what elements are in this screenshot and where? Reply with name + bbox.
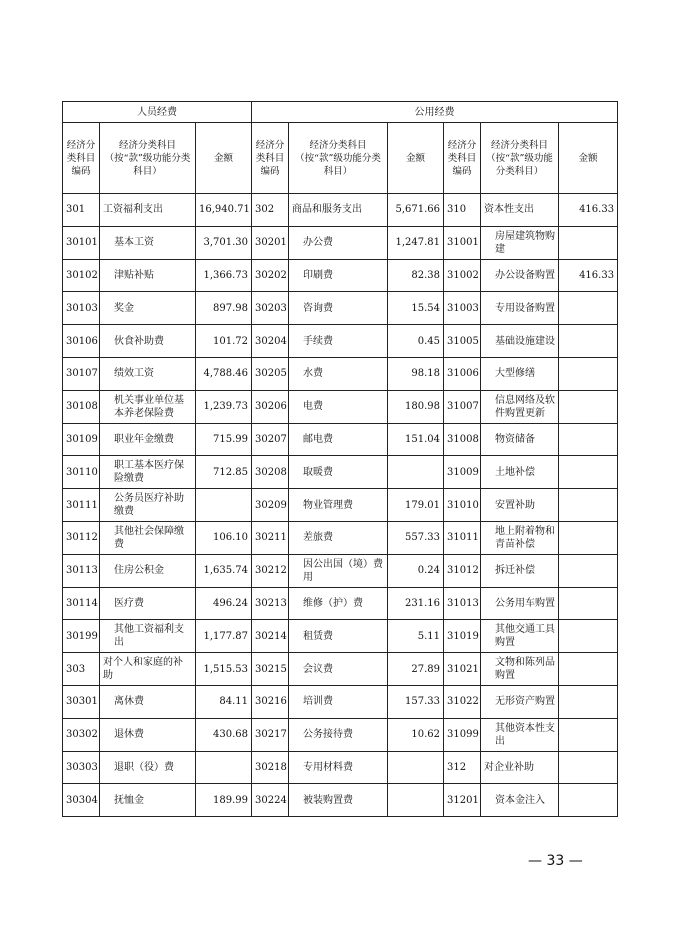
name-cell: 文物和陈列品购置	[481, 653, 559, 686]
code-cell: 31022	[444, 685, 481, 718]
amount-header-2: 金额	[388, 123, 444, 194]
public-group-header: 公用经费	[252, 102, 618, 123]
amount-cell: 712.85	[196, 456, 252, 489]
amount-cell: 1,515.53	[196, 653, 252, 686]
amount-cell: 1,366.73	[196, 259, 252, 292]
code-cell: 30214	[252, 620, 289, 653]
page-number: — 33 —	[528, 853, 583, 869]
code-cell: 31099	[444, 718, 481, 751]
amount-cell: 16,940.71	[196, 194, 252, 227]
amount-cell: 897.98	[196, 292, 252, 325]
code-cell: 30110	[63, 456, 100, 489]
code-cell: 30204	[252, 325, 289, 358]
amount-cell	[388, 784, 444, 817]
name-cell: 基本工资	[100, 226, 196, 259]
name-cell: 对个人和家庭的补助	[100, 653, 196, 686]
code-cell: 30213	[252, 587, 289, 620]
name-cell: 专用材料费	[289, 751, 388, 784]
name-header-1: 经济分类科目（按“款”级功能分类科目）	[100, 123, 196, 194]
name-cell: 印刷费	[289, 259, 388, 292]
amount-cell: 496.24	[196, 587, 252, 620]
amount-cell: 5.11	[388, 620, 444, 653]
amount-cell	[388, 456, 444, 489]
name-cell: 邮电费	[289, 423, 388, 456]
amount-cell: 101.72	[196, 325, 252, 358]
name-cell: 伙食补助费	[100, 325, 196, 358]
amount-cell: 10.62	[388, 718, 444, 751]
name-cell: 电费	[289, 390, 388, 423]
name-cell: 其他资本性支出	[481, 718, 559, 751]
name-cell: 咨询费	[289, 292, 388, 325]
amount-cell: 179.01	[388, 489, 444, 522]
amount-header-3: 金额	[559, 123, 618, 194]
table-row	[63, 259, 618, 292]
name-header-3: 经济分类科目（按“款”级功能分类科目）	[481, 123, 559, 194]
table-row	[63, 653, 618, 686]
table-row	[63, 325, 618, 358]
code-cell: 31005	[444, 325, 481, 358]
amount-cell: 27.89	[388, 653, 444, 686]
amount-cell	[559, 390, 618, 423]
name-cell: 地上附着物和青苗补偿	[481, 521, 559, 554]
code-header-1: 经济分类科目编码	[63, 123, 100, 194]
code-cell: 31007	[444, 390, 481, 423]
code-cell: 30209	[252, 489, 289, 522]
name-cell: 安置补助	[481, 489, 559, 522]
amount-cell	[196, 751, 252, 784]
code-cell: 30304	[63, 784, 100, 817]
amount-cell	[559, 521, 618, 554]
code-cell: 30102	[63, 259, 100, 292]
group-header-row	[63, 102, 618, 123]
amount-cell	[559, 489, 618, 522]
code-cell: 30211	[252, 521, 289, 554]
code-cell: 30103	[63, 292, 100, 325]
name-cell: 无形资产购置	[481, 685, 559, 718]
name-cell: 机关事业单位基本养老保险费	[100, 390, 196, 423]
code-cell: 30207	[252, 423, 289, 456]
name-cell: 退休费	[100, 718, 196, 751]
amount-header-1: 金额	[196, 123, 252, 194]
amount-cell: 0.45	[388, 325, 444, 358]
amount-cell: 151.04	[388, 423, 444, 456]
amount-cell	[559, 423, 618, 456]
code-cell: 30205	[252, 357, 289, 390]
name-cell: 工资福利支出	[100, 194, 196, 227]
table-row	[63, 194, 618, 227]
table-row	[63, 620, 618, 653]
name-cell: 退职（役）费	[100, 751, 196, 784]
code-cell: 31019	[444, 620, 481, 653]
name-cell: 绩效工资	[100, 357, 196, 390]
code-cell: 302	[252, 194, 289, 227]
code-cell: 312	[444, 751, 481, 784]
table-row	[63, 718, 618, 751]
name-cell: 职业年金缴费	[100, 423, 196, 456]
code-cell: 30113	[63, 554, 100, 587]
code-cell: 301	[63, 194, 100, 227]
amount-cell: 106.10	[196, 521, 252, 554]
personnel-group-header: 人员经费	[63, 102, 252, 123]
table-row	[63, 587, 618, 620]
code-cell: 30217	[252, 718, 289, 751]
name-cell: 抚恤金	[100, 784, 196, 817]
amount-cell: 98.18	[388, 357, 444, 390]
code-cell: 30109	[63, 423, 100, 456]
name-cell: 其他社会保障缴费	[100, 521, 196, 554]
amount-cell	[196, 489, 252, 522]
code-cell: 31006	[444, 357, 481, 390]
code-cell: 31013	[444, 587, 481, 620]
code-cell: 30301	[63, 685, 100, 718]
name-cell: 商品和服务支出	[289, 194, 388, 227]
table-row	[63, 357, 618, 390]
code-cell: 30111	[63, 489, 100, 522]
code-cell: 30106	[63, 325, 100, 358]
name-cell: 物资储备	[481, 423, 559, 456]
name-cell: 房屋建筑物购建	[481, 226, 559, 259]
table-row	[63, 784, 618, 817]
amount-cell: 715.99	[196, 423, 252, 456]
code-cell: 30212	[252, 554, 289, 587]
name-cell: 津贴补贴	[100, 259, 196, 292]
table-row	[63, 226, 618, 259]
name-cell: 租赁费	[289, 620, 388, 653]
amount-cell	[559, 718, 618, 751]
code-cell: 30201	[252, 226, 289, 259]
code-cell: 31011	[444, 521, 481, 554]
amount-cell	[559, 784, 618, 817]
amount-cell: 430.68	[196, 718, 252, 751]
code-cell: 30302	[63, 718, 100, 751]
amount-cell: 82.38	[388, 259, 444, 292]
code-cell: 31009	[444, 456, 481, 489]
amount-cell	[559, 751, 618, 784]
code-header-2: 经济分类科目编码	[252, 123, 289, 194]
amount-cell: 180.98	[388, 390, 444, 423]
name-cell: 取暖费	[289, 456, 388, 489]
name-cell: 住房公积金	[100, 554, 196, 587]
name-cell: 大型修缮	[481, 357, 559, 390]
name-cell: 公务接待费	[289, 718, 388, 751]
name-cell: 公务员医疗补助缴费	[100, 489, 196, 522]
amount-cell: 189.99	[196, 784, 252, 817]
code-cell: 31002	[444, 259, 481, 292]
code-cell: 310	[444, 194, 481, 227]
name-cell: 基础设施建设	[481, 325, 559, 358]
name-cell: 资本性支出	[481, 194, 559, 227]
code-cell: 31012	[444, 554, 481, 587]
amount-cell: 557.33	[388, 521, 444, 554]
amount-cell: 231.16	[388, 587, 444, 620]
table-row	[63, 554, 618, 587]
amount-cell	[559, 685, 618, 718]
name-cell: 水费	[289, 357, 388, 390]
name-cell: 离休费	[100, 685, 196, 718]
code-cell: 30208	[252, 456, 289, 489]
code-cell: 30114	[63, 587, 100, 620]
amount-cell	[559, 226, 618, 259]
code-cell: 30206	[252, 390, 289, 423]
amount-cell	[388, 751, 444, 784]
name-cell: 其他交通工具购置	[481, 620, 559, 653]
name-cell: 信息网络及软件购置更新	[481, 390, 559, 423]
amount-cell: 84.11	[196, 685, 252, 718]
code-cell: 31008	[444, 423, 481, 456]
column-header-row	[63, 123, 618, 194]
amount-cell: 1,635.74	[196, 554, 252, 587]
amount-cell: 157.33	[388, 685, 444, 718]
code-cell: 303	[63, 653, 100, 686]
amount-cell	[559, 292, 618, 325]
name-header-2: 经济分类科目（按“款”级功能分类科目）	[289, 123, 388, 194]
name-cell: 维修（护）费	[289, 587, 388, 620]
name-cell: 专用设备购置	[481, 292, 559, 325]
amount-cell	[559, 456, 618, 489]
name-cell: 对企业补助	[481, 751, 559, 784]
budget-table-body	[63, 102, 618, 817]
code-cell: 31010	[444, 489, 481, 522]
name-cell: 资本金注入	[481, 784, 559, 817]
amount-cell: 416.33	[559, 194, 618, 227]
code-cell: 30216	[252, 685, 289, 718]
code-cell: 31201	[444, 784, 481, 817]
name-cell: 培训费	[289, 685, 388, 718]
code-cell: 30224	[252, 784, 289, 817]
table-row	[63, 292, 618, 325]
code-cell: 30112	[63, 521, 100, 554]
table-row	[63, 521, 618, 554]
code-cell: 31001	[444, 226, 481, 259]
name-cell: 土地补偿	[481, 456, 559, 489]
table-row	[63, 489, 618, 522]
code-cell: 30199	[63, 620, 100, 653]
code-cell: 31021	[444, 653, 481, 686]
name-cell: 其他工资福利支出	[100, 620, 196, 653]
amount-cell	[559, 653, 618, 686]
name-cell: 奖金	[100, 292, 196, 325]
amount-cell: 1,239.73	[196, 390, 252, 423]
amount-cell	[559, 357, 618, 390]
code-cell: 30215	[252, 653, 289, 686]
amount-cell: 0.24	[388, 554, 444, 587]
amount-cell	[559, 325, 618, 358]
table-row	[63, 423, 618, 456]
name-cell: 差旅费	[289, 521, 388, 554]
name-cell: 物业管理费	[289, 489, 388, 522]
code-cell: 30202	[252, 259, 289, 292]
amount-cell: 3,701.30	[196, 226, 252, 259]
amount-cell: 5,671.66	[388, 194, 444, 227]
amount-cell	[559, 587, 618, 620]
code-cell: 30203	[252, 292, 289, 325]
code-cell: 30107	[63, 357, 100, 390]
code-cell: 30218	[252, 751, 289, 784]
code-cell: 30108	[63, 390, 100, 423]
amount-cell	[559, 554, 618, 587]
code-cell: 30303	[63, 751, 100, 784]
amount-cell: 416.33	[559, 259, 618, 292]
name-cell: 办公费	[289, 226, 388, 259]
name-cell: 医疗费	[100, 587, 196, 620]
code-cell: 30101	[63, 226, 100, 259]
amount-cell: 4,788.46	[196, 357, 252, 390]
code-cell: 31003	[444, 292, 481, 325]
budget-table	[62, 101, 618, 817]
amount-cell: 1,247.81	[388, 226, 444, 259]
amount-cell: 15.54	[388, 292, 444, 325]
amount-cell	[559, 620, 618, 653]
name-cell: 手续费	[289, 325, 388, 358]
name-cell: 被装购置费	[289, 784, 388, 817]
name-cell: 拆迁补偿	[481, 554, 559, 587]
table-row	[63, 751, 618, 784]
name-cell: 公务用车购置	[481, 587, 559, 620]
name-cell: 职工基本医疗保险缴费	[100, 456, 196, 489]
table-row	[63, 390, 618, 423]
name-cell: 办公设备购置	[481, 259, 559, 292]
name-cell: 因公出国（境）费用	[289, 554, 388, 587]
table-row	[63, 456, 618, 489]
code-header-3: 经济分类科目编码	[444, 123, 481, 194]
name-cell: 会议费	[289, 653, 388, 686]
amount-cell: 1,177.87	[196, 620, 252, 653]
table-row	[63, 685, 618, 718]
